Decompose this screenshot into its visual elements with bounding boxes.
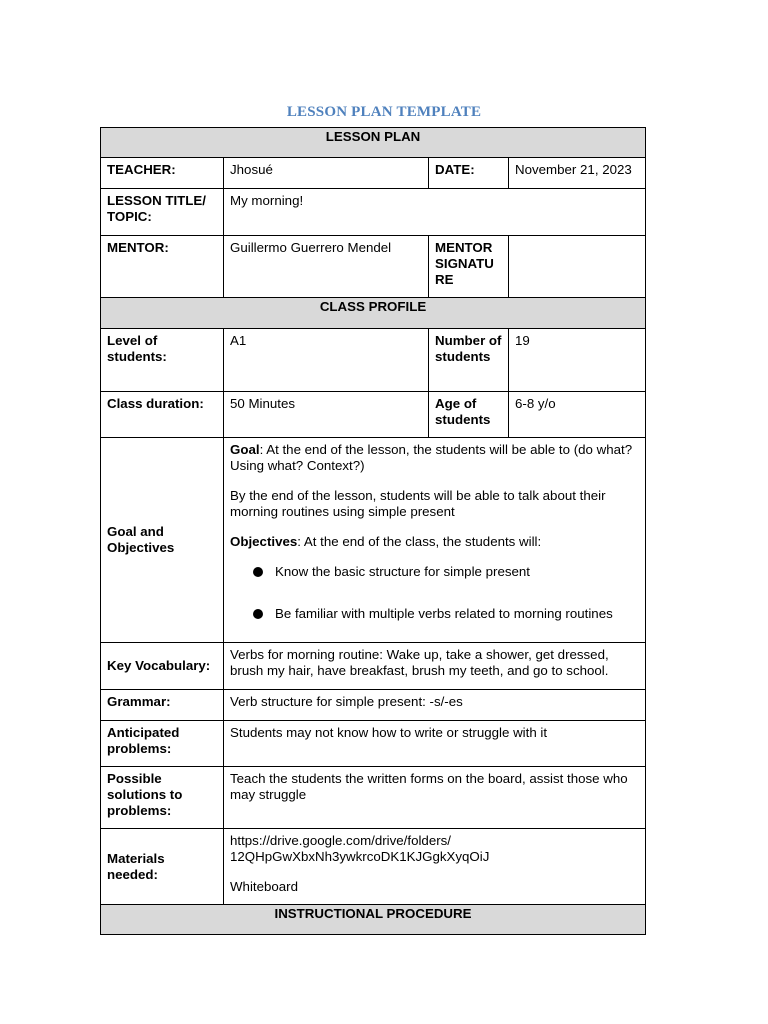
section-class-profile-row bbox=[101, 298, 646, 329]
date-value: November 21, 2023 bbox=[509, 158, 646, 189]
lesson-title-label: LESSON TITLE/ TOPIC: bbox=[101, 189, 224, 236]
possible-solutions-label: Possible solutions to problems: bbox=[101, 767, 224, 829]
possible-solutions-row bbox=[101, 767, 646, 829]
materials-link[interactable] bbox=[230, 833, 639, 865]
materials-whiteboard: Whiteboard bbox=[230, 879, 298, 894]
date-label: DATE: bbox=[429, 158, 509, 189]
goal-label: Goal bbox=[230, 442, 260, 457]
teacher-label: TEACHER: bbox=[101, 158, 224, 189]
age-label: Age of students bbox=[429, 392, 509, 438]
key-vocabulary-label: Key Vocabulary: bbox=[101, 643, 224, 690]
materials-link-line2[interactable]: 12QHpGwXbxNh3ywkrcoDK1KJGgkXyqOiJ bbox=[230, 849, 490, 864]
goal-objectives-label: Goal and Objectives bbox=[101, 438, 224, 643]
grammar-value: Verb structure for simple present: -s/-es bbox=[224, 690, 646, 721]
mentor-signature-value bbox=[509, 236, 646, 298]
lesson-title-value: My morning! bbox=[224, 189, 646, 236]
class-duration-row bbox=[101, 392, 646, 438]
goal-statement: By the end of the lesson, students will be able to talk about their morning routines using simple present bbox=[230, 488, 606, 519]
objective-item: Be familiar with multiple verbs related to morning routines bbox=[230, 606, 639, 622]
class-duration-value: 50 Minutes bbox=[224, 392, 429, 438]
grammar-row bbox=[101, 690, 646, 721]
section-header-instructional-procedure: INSTRUCTIONAL PROCEDURE bbox=[101, 905, 646, 935]
materials-value bbox=[224, 829, 646, 905]
anticipated-problems-row bbox=[101, 721, 646, 767]
document-title: LESSON PLAN TEMPLATE bbox=[286, 104, 482, 120]
key-vocabulary-row bbox=[101, 643, 646, 690]
grammar-label: Grammar: bbox=[101, 690, 224, 721]
section-instructional-procedure-row bbox=[101, 905, 646, 935]
class-duration-label: Class duration: bbox=[101, 392, 224, 438]
mentor-signature-label: MENTOR SIGNATU RE bbox=[429, 236, 509, 298]
objective-item: Know the basic structure for simple present bbox=[230, 564, 639, 580]
section-header-class-profile: CLASS PROFILE bbox=[101, 298, 646, 329]
materials-row bbox=[101, 829, 646, 905]
lesson-title-row bbox=[101, 189, 646, 236]
level-row bbox=[101, 329, 646, 392]
mentor-row bbox=[101, 236, 646, 298]
objectives-label: Objectives bbox=[230, 534, 298, 549]
goal-paragraph bbox=[230, 442, 639, 474]
mentor-value: Guillermo Guerrero Mendel bbox=[224, 236, 429, 298]
key-vocabulary-value: Verbs for morning routine: Wake up, take a shower, get dressed, brush my hair, have breakfast, brush my teeth, and go to school. bbox=[224, 643, 646, 690]
goal-text: : At the end of the lesson, the students will be able to (do what? Using what? Context?) bbox=[230, 442, 633, 473]
materials-label: Materials needed: bbox=[101, 829, 224, 905]
objectives-paragraph bbox=[230, 534, 639, 550]
level-label: Level of students: bbox=[101, 329, 224, 392]
number-of-students-label: Number of students bbox=[429, 329, 509, 392]
objectives-text: : At the end of the class, the students will: bbox=[297, 534, 542, 549]
objectives-list bbox=[230, 564, 639, 622]
lesson-plan-table bbox=[100, 127, 646, 935]
mentor-label: MENTOR: bbox=[101, 236, 224, 298]
goal-objectives-content bbox=[224, 438, 646, 643]
teacher-value: Jhosué bbox=[224, 158, 429, 189]
section-header-lesson-plan: LESSON PLAN bbox=[101, 128, 646, 158]
anticipated-problems-label: Anticipated problems: bbox=[101, 721, 224, 767]
possible-solutions-value: Teach the students the written forms on the board, assist those who may struggle bbox=[224, 767, 646, 829]
section-lesson-plan-row bbox=[101, 128, 646, 158]
anticipated-problems-value: Students may not know how to write or struggle with it bbox=[224, 721, 646, 767]
number-of-students-value: 19 bbox=[509, 329, 646, 392]
age-value: 6-8 y/o bbox=[509, 392, 646, 438]
level-value: A1 bbox=[224, 329, 429, 392]
materials-link-line1[interactable]: https://drive.google.com/drive/folders/ bbox=[230, 833, 451, 848]
goal-objectives-row bbox=[101, 438, 646, 643]
teacher-row bbox=[101, 158, 646, 189]
